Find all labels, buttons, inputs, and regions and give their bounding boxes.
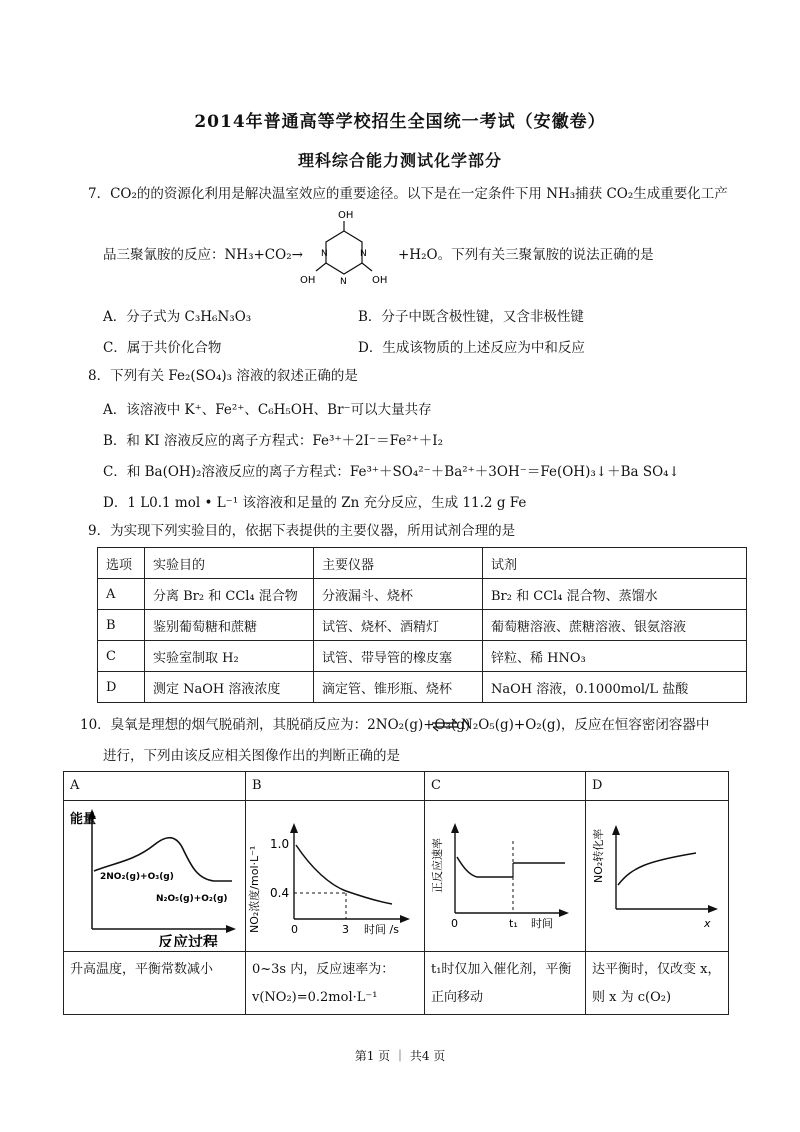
table-cell: A: [98, 579, 145, 610]
table-row: [98, 641, 747, 672]
q8-option-d: D．1 L0.1 mol • L⁻¹ 该溶液和足量的 Zn 充分反应，生成 11.2 g Fe: [103, 495, 527, 511]
table-cell: 分液漏斗、烧杯: [314, 579, 483, 610]
q9-stem: 9．为实现下列实验目的，依据下表提供的主要仪器，所用试剂合理的是: [88, 523, 516, 539]
graph-a-reactants: 2NO₂(g)+O₃(g): [100, 872, 174, 882]
table-header-cell: 实验目的: [145, 548, 314, 579]
table-cell: 葡萄糖溶液、蔗糖溶液、银氨溶液: [483, 610, 747, 641]
caption-c-line2: 正向移动: [431, 990, 484, 1005]
table-cell: A: [64, 772, 246, 801]
q8-stem: 8．下列有关 Fe₂(SO₄)₃ 溶液的叙述正确的是: [88, 368, 358, 384]
table-row: [64, 952, 729, 1015]
q9-table: [97, 547, 747, 703]
graph-b-tick-1: 1.0: [270, 837, 290, 851]
table-header-row: [98, 548, 747, 579]
table-cell: NaOH 溶液，0.1000mol/L 盐酸: [483, 672, 747, 703]
q7-option-b: B．分子中既含极性键，又含非极性键: [358, 309, 584, 325]
graph-a-ylabel: 能量: [70, 812, 97, 827]
graph-a-products: N₂O₅(g)+O₂(g): [156, 894, 228, 904]
table-cell: [425, 952, 586, 1015]
q10-stem-line1b: N₂O₅(g)+O₂(g)，反应在恒容密闭容器中: [461, 717, 710, 733]
melamine-structure: [294, 205, 394, 291]
caption-c-line1: t₁时仅加入催化剂，平衡: [431, 962, 572, 977]
table-row: [98, 672, 747, 703]
q8-option-c: C．和 Ba(OH)₂溶液反应的离子方程式：Fe³⁺＋SO₄²⁻＋Ba²⁺＋3OH⁻＝Fe(OH)₃↓＋Ba SO₄↓: [103, 464, 680, 480]
table-row: [64, 772, 729, 801]
exam-title: 2014年普通高等学校招生全国统一考试（安徽卷）: [194, 112, 606, 132]
graph-b-xlabel: 时间 /s: [364, 923, 399, 936]
table-row: [64, 801, 729, 952]
graph-c-tick-0: 0: [451, 917, 458, 930]
graph-d-ylabel: NO₂转化率: [592, 828, 605, 883]
table-cell: C: [98, 641, 145, 672]
q10-table: [63, 771, 729, 1015]
table-cell: Br₂ 和 CCl₄ 混合物、蒸馏水: [483, 579, 747, 610]
table-cell: D: [98, 672, 145, 703]
graph-c-ylabel: 正反应速率: [431, 838, 444, 893]
caption-d-line2: 则 x 为 c(O₂): [592, 990, 672, 1005]
q7-option-a: A．分子式为 C₃H₆N₃O₃: [103, 309, 252, 325]
caption-b-line1: 0~3s 内，反应速率为：: [252, 962, 395, 977]
table-cell: [586, 952, 729, 1015]
q8-option-a: A．该溶液中 K⁺、Fe²⁺、C₆H₅OH、Br⁻可以大量共存: [103, 402, 432, 418]
table-cell: 滴定管、锥形瓶、烧杯: [314, 672, 483, 703]
table-cell: B: [98, 610, 145, 641]
table-cell: D: [586, 772, 729, 801]
q7-stem-line2a: 品三聚氰胺的反应：NH₃+CO₂→: [103, 247, 303, 263]
oh-right: OH: [372, 275, 388, 286]
table-cell: 试管、烧杯、酒精灯: [314, 610, 483, 641]
caption-a: 升高温度，平衡常数减小: [70, 962, 214, 977]
q10-stem-line1a: 10．臭氧是理想的烟气脱硝剂，其脱硝反应为：2NO₂(g)+O₃(g): [80, 717, 471, 733]
n-bottom: N: [340, 277, 347, 287]
page-footer: 第1 页 ｜ 共4 页: [354, 1049, 446, 1063]
q10-stem-line2: 进行，下列由该反应相关图像作出的判断正确的是: [103, 748, 400, 764]
table-cell: 试管、带导管的橡皮塞: [314, 641, 483, 672]
table-cell: B: [246, 772, 425, 801]
q7-stem-line2b: +H₂O。下列有关三聚氰胺的说法正确的是: [398, 247, 654, 263]
table-row: [98, 610, 747, 641]
graph-a-cell: [64, 801, 246, 952]
caption-b-line2: v(NO₂)=0.2mol·L⁻¹: [252, 990, 378, 1005]
n-left: N: [321, 249, 328, 259]
graph-c-xlabel: 时间: [531, 917, 553, 930]
table-cell: 分离 Br₂ 和 CCl₄ 混合物: [145, 579, 314, 610]
svg-text:.: .: [316, 244, 320, 255]
table-cell: C: [425, 772, 586, 801]
graph-d-cell: [586, 801, 729, 952]
q7-stem-line1: 7．CO₂的的资源化利用是解决温室效应的重要途径。以下是在一定条件下用 NH₃捕获 CO₂生成重要化工产: [88, 186, 728, 202]
table-row: [98, 579, 747, 610]
graph-d-conversion-plot: [586, 801, 728, 947]
n-right: N: [360, 249, 367, 259]
graph-c-tick-t1: t₁: [509, 917, 518, 930]
table-header-cell: 主要仪器: [314, 548, 483, 579]
table-cell: [246, 952, 425, 1015]
q7-option-c: C．属于共价化合物: [103, 340, 222, 356]
exam-subtitle: 理科综合能力测试化学部分: [297, 151, 502, 170]
table-header-cell: 试剂: [483, 548, 747, 579]
table-cell: 鉴别葡萄糖和蔗糖: [145, 610, 314, 641]
graph-b-tick-0: 0: [291, 923, 298, 936]
graph-a-xlabel: 反应过程: [158, 933, 219, 947]
q8-option-b: B．和 KI 溶液反应的离子方程式：Fe³⁺＋2I⁻＝Fe²⁺＋I₂: [103, 433, 444, 449]
graph-c-cell: [425, 801, 586, 952]
table-cell: 实验室制取 H₂: [145, 641, 314, 672]
graph-b-tick-3: 3: [342, 923, 349, 936]
graph-b-concentration-plot: [246, 801, 424, 947]
graph-b-tick-04: 0.4: [270, 886, 290, 900]
graph-d-xlabel: x: [704, 917, 711, 930]
caption-d-line1: 达平衡时，仅改变 x，: [592, 962, 721, 977]
equilibrium-arrow-icon: [430, 716, 460, 734]
oh-left: OH: [300, 275, 316, 286]
graph-b-cell: [246, 801, 425, 952]
table-header-cell: 选项: [98, 548, 145, 579]
graph-b-ylabel: NO₂浓度/mol·L⁻¹: [248, 845, 261, 933]
table-cell: [64, 952, 246, 1015]
table-cell: 测定 NaOH 溶液浓度: [145, 672, 314, 703]
oh-top: OH: [338, 210, 354, 221]
table-cell: 锌粒、稀 HNO₃: [483, 641, 747, 672]
q7-option-d: D．生成该物质的上述反应为中和反应: [358, 340, 585, 356]
graph-a-energy-diagram: [64, 801, 244, 947]
graph-c-rate-plot: [425, 801, 585, 947]
